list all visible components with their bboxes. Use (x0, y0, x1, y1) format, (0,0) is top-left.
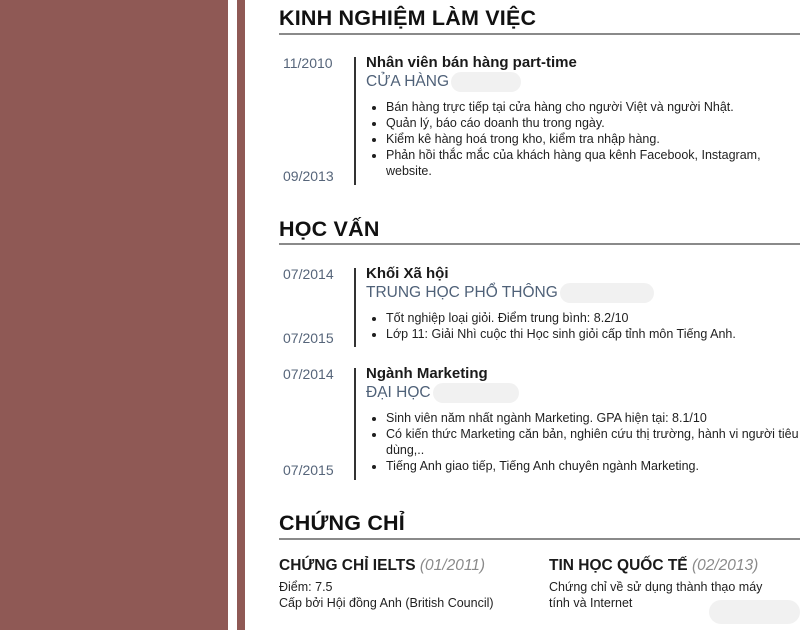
list-item: • Bán hàng trực tiếp tại cửa hàng cho người Việt và người Nhật. (386, 99, 800, 115)
section-divider (279, 33, 800, 35)
start-date: 11/2010 (283, 55, 333, 71)
decorative-stripe (237, 0, 245, 630)
bullet-list (366, 310, 800, 342)
redacted-blur (433, 383, 519, 403)
list-item: • Tiếng Anh giao tiếp, Tiếng Anh chuyên ngành Marketing. (386, 458, 800, 474)
section-divider (279, 538, 800, 540)
list-item: • Sinh viên năm nhất ngành Marketing. GPA hiện tại: 8.1/10 (386, 410, 800, 426)
start-date: 07/2014 (283, 266, 334, 282)
organization (366, 383, 800, 403)
section-title-education: HỌC VẤN (279, 217, 380, 241)
entry-body (366, 53, 800, 179)
redacted-blur (451, 72, 521, 92)
organization-name: ĐẠI HỌC (366, 384, 431, 401)
redacted-blur (560, 283, 654, 303)
certificate-detail: Điểm: 7.5 (279, 580, 333, 594)
timeline-line (354, 268, 356, 347)
organization (366, 72, 800, 92)
role-title: Ngành Marketing (366, 365, 488, 382)
sidebar-panel (0, 0, 228, 630)
redacted-blur (709, 600, 800, 624)
role-title: Nhân viên bán hàng part-time (366, 54, 577, 71)
list-item: • Lớp 11: Giải Nhì cuộc thi Học sinh giỏi cấp tỉnh môn Tiếng Anh. (386, 326, 800, 342)
certificate-name: TIN HỌC QUỐC TẾ (549, 557, 688, 574)
end-date: 09/2013 (283, 168, 334, 184)
certificate-ielts (279, 557, 494, 611)
start-date: 07/2014 (283, 366, 334, 382)
list-item: • Có kiến thức Marketing căn bản, nghiên cứu thị trường, hành vi người tiêu dùng,.. (386, 426, 800, 458)
certificate-date: (02/2013) (691, 557, 759, 574)
section-title-certificates: CHỨNG CHỈ (279, 511, 405, 535)
list-item: • Tốt nghiệp loại giỏi. Điểm trung bình: 8.2/10 (386, 310, 800, 326)
list-item: • Quản lý, báo cáo doanh thu trong ngày. (386, 115, 800, 131)
bullet-list (366, 410, 800, 474)
certificate-detail: Chứng chỉ về sử dụng thành thạo máy (549, 580, 763, 594)
certificate-detail: Cấp bởi Hội đồng Anh (British Council) (279, 596, 494, 610)
education-entry (279, 364, 800, 484)
certificate-name: CHỨNG CHỈ IELTS (279, 557, 416, 574)
certificate-detail: tính và Internet (549, 596, 633, 610)
education-entry (279, 264, 800, 354)
section-title-experience: KINH NGHIỆM LÀM VIỆC (279, 6, 537, 30)
organization-name: TRUNG HỌC PHỔ THÔNG (366, 284, 558, 301)
role-title: Khối Xã hội (366, 265, 449, 282)
experience-entry (279, 53, 800, 188)
entry-body (366, 364, 800, 474)
end-date: 07/2015 (283, 462, 334, 478)
end-date: 07/2015 (283, 330, 334, 346)
list-item: • Phản hồi thắc mắc của khách hàng qua kênh Facebook, Instagram, website. (386, 147, 800, 179)
organization-name: CỬA HÀNG (366, 73, 450, 90)
organization (366, 283, 800, 303)
certificate-date: (01/2011) (419, 557, 486, 574)
timeline-line (354, 57, 356, 185)
bullet-list (366, 99, 800, 179)
section-divider (279, 243, 800, 245)
list-item: • Kiểm kê hàng hoá trong kho, kiểm tra nhập hàng. (386, 131, 800, 147)
timeline-line (354, 368, 356, 480)
entry-body (366, 264, 800, 342)
